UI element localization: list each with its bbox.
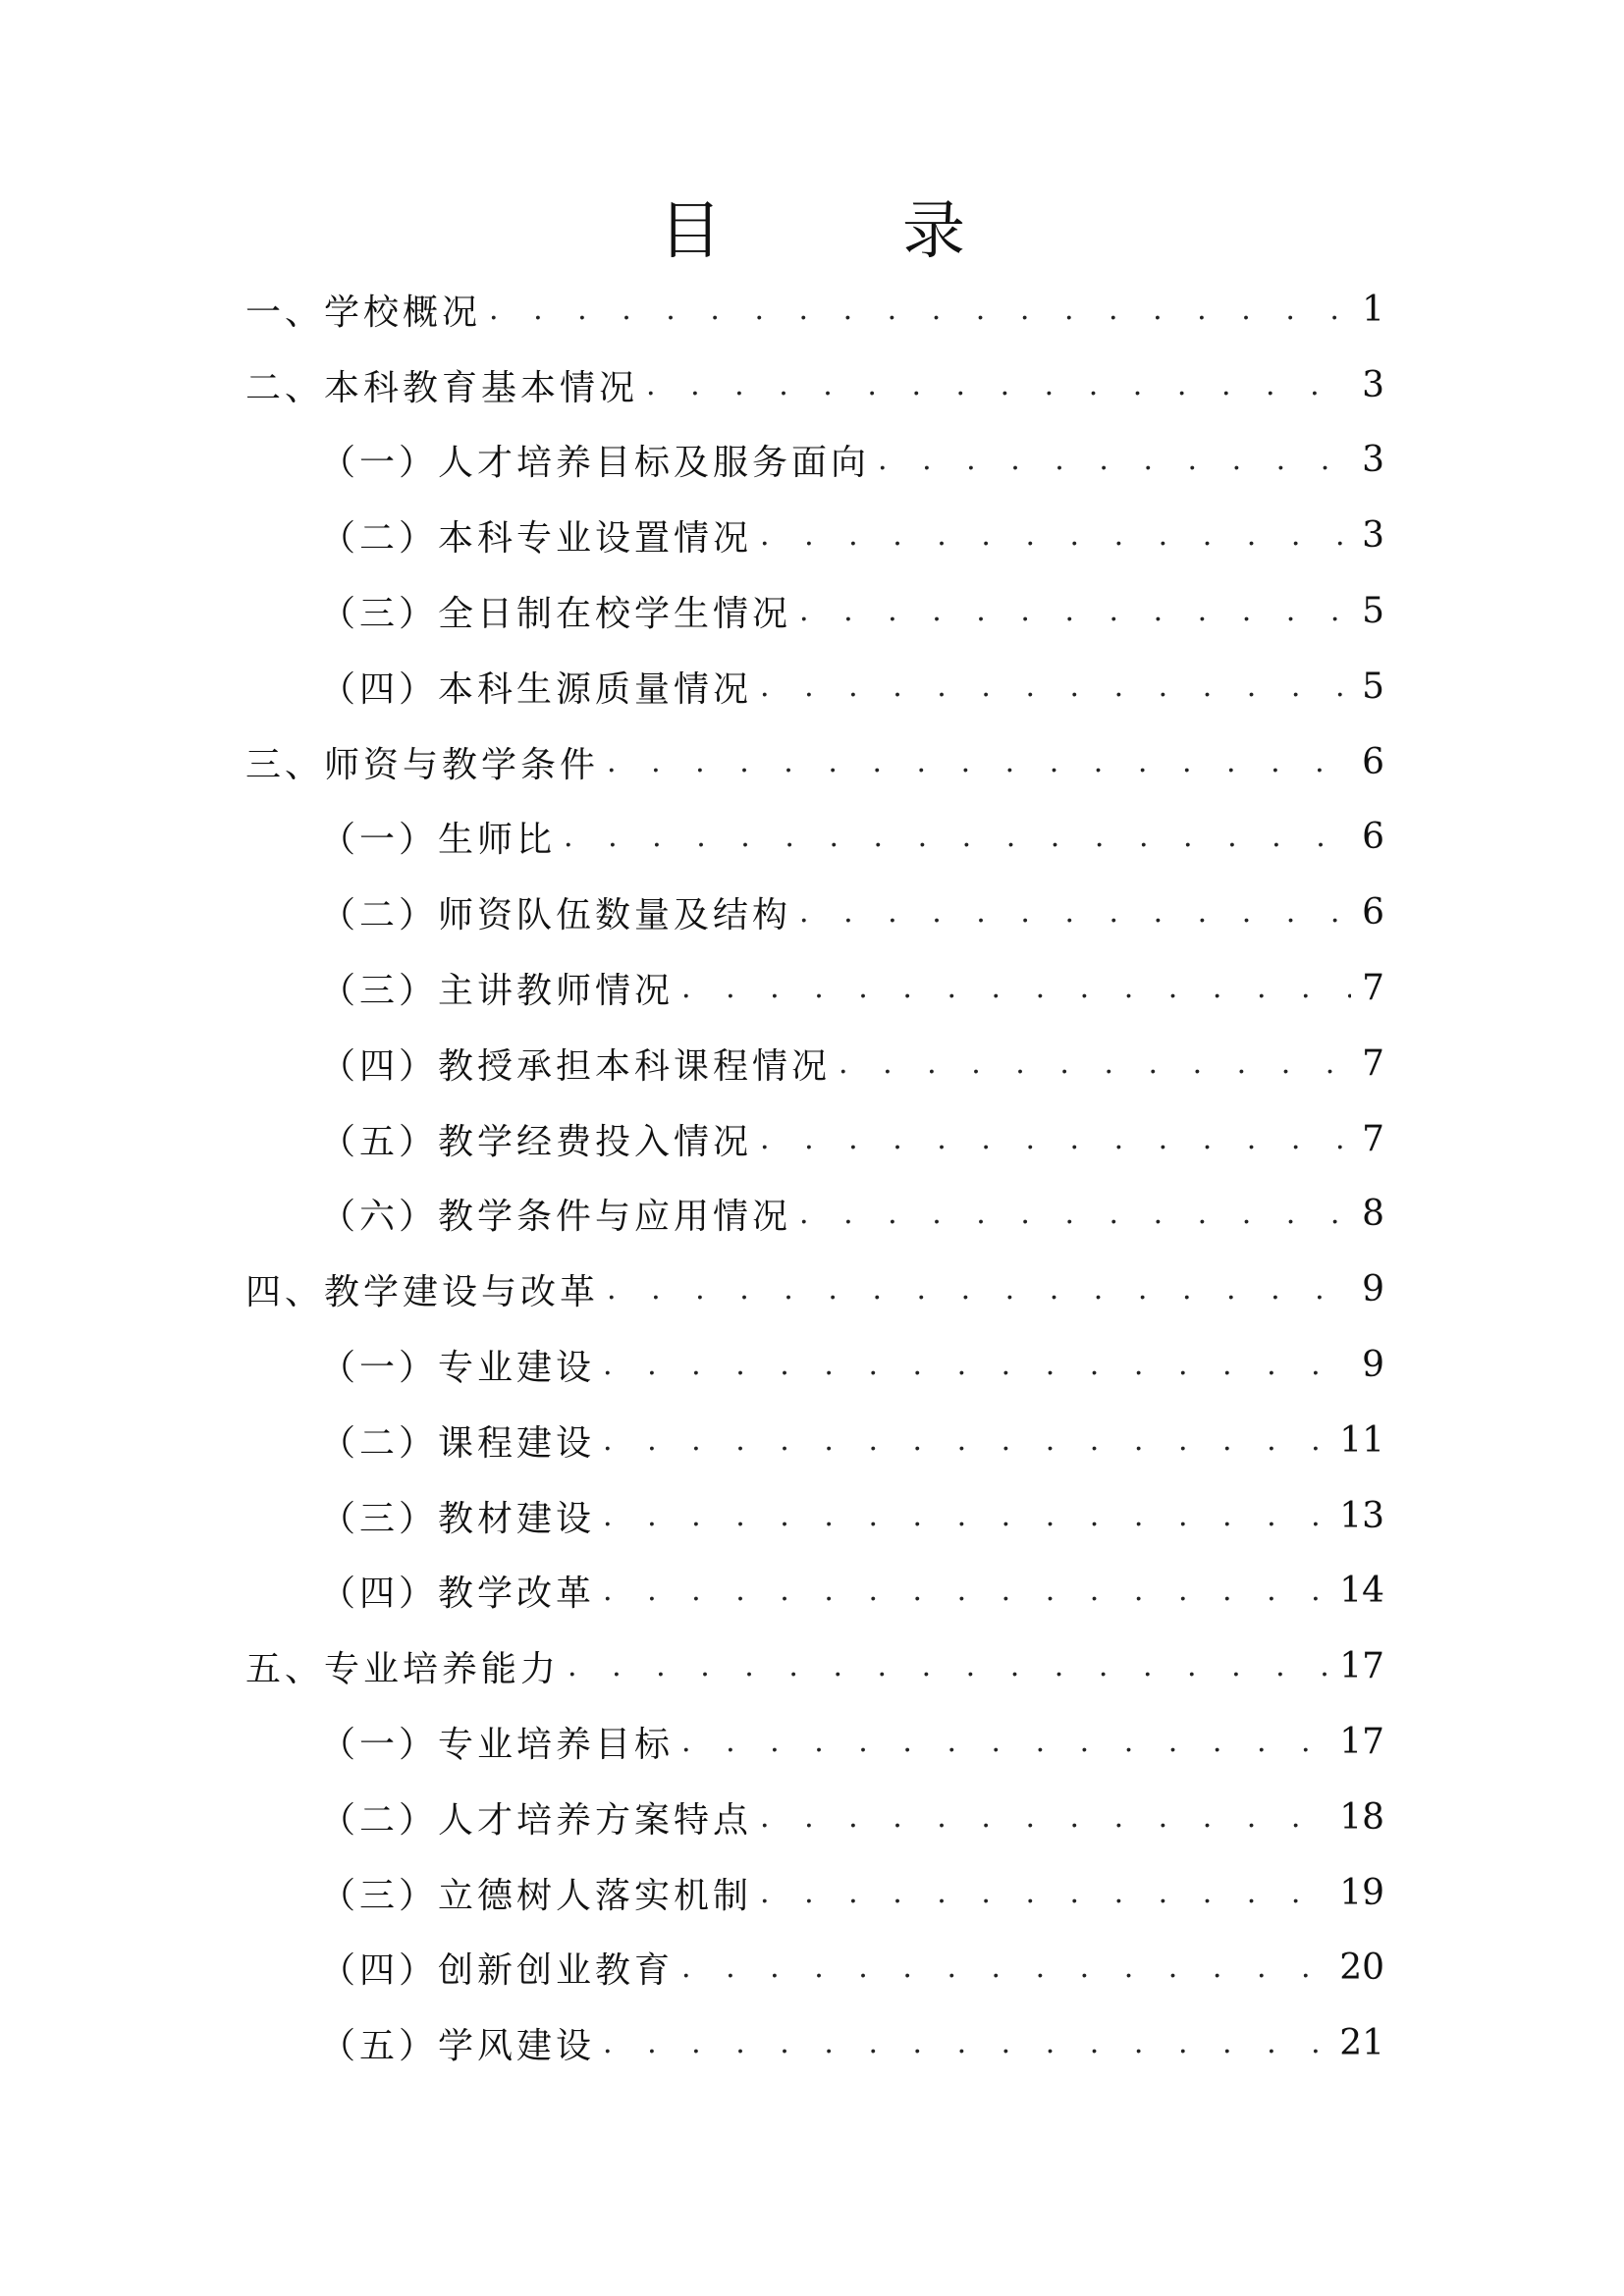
toc-dot-leader <box>681 1950 1333 1985</box>
toc-dot-leader <box>603 1499 1333 1533</box>
toc-subsection-entry[interactable] <box>245 1026 1384 1101</box>
toc-dot-leader <box>681 1725 1333 1759</box>
toc-page-number: 3 <box>1362 515 1384 557</box>
toc-entry-label: （三）立德树人落实机制 <box>320 1875 753 1916</box>
toc-dot-leader <box>603 1423 1333 1458</box>
toc-entry-label: （五）教学经费投入情况 <box>320 1121 753 1162</box>
toc-entry-label: （四）创新创业教育 <box>320 1950 675 1992</box>
toc-subsection-entry[interactable] <box>245 1403 1384 1478</box>
toc-subsection-entry[interactable] <box>245 1704 1384 1780</box>
toc-section-entry[interactable] <box>245 724 1384 800</box>
toc-page-number: 17 <box>1339 1722 1384 1763</box>
toc-subsection-entry[interactable] <box>245 1101 1384 1177</box>
toc-subsection-entry[interactable] <box>245 1855 1384 1931</box>
toc-dot-leader <box>607 745 1351 779</box>
toc-entry-label: （二）人才培养方案特点 <box>320 1799 753 1841</box>
toc-dot-leader <box>799 594 1351 628</box>
toc-page-number: 5 <box>1362 666 1384 707</box>
toc-entry-label: （四）本科生源质量情况 <box>320 668 753 710</box>
toc-entry-label: （二）本科专业设置情况 <box>320 518 753 560</box>
toc-dot-leader <box>760 669 1351 704</box>
toc-entry-label: 一、学校概况 <box>245 292 482 333</box>
toc-page-number: 1 <box>1362 289 1384 330</box>
page-title: 目 录 <box>659 195 1024 268</box>
toc-entry-label: （一）专业培养目标 <box>320 1725 675 1766</box>
toc-subsection-entry[interactable] <box>245 1780 1384 1855</box>
toc-dot-leader <box>568 1649 1333 1683</box>
toc-subsection-entry[interactable] <box>245 1177 1384 1253</box>
toc-entry-label: 三、师资与教学条件 <box>245 744 600 785</box>
toc-subsection-entry[interactable] <box>245 2005 1384 2081</box>
toc-page-number: 17 <box>1339 1646 1384 1687</box>
toc-page-number: 21 <box>1339 2023 1384 2064</box>
toc-entry-label: （一）生师比 <box>320 820 557 861</box>
toc-dot-leader <box>564 820 1351 854</box>
toc-subsection-entry[interactable] <box>245 800 1384 876</box>
toc-dot-leader <box>603 2026 1333 2060</box>
toc-entry-label: （四）教学改革 <box>320 1574 596 1615</box>
toc-entry-label: （二）师资队伍数量及结构 <box>320 895 792 936</box>
toc-entry-label: 四、教学建设与改革 <box>245 1272 600 1313</box>
toc-dot-leader <box>760 1800 1333 1835</box>
toc-subsection-entry[interactable] <box>245 875 1384 950</box>
toc-dot-leader <box>603 1574 1333 1608</box>
table-of-contents <box>245 272 1384 2081</box>
toc-page-number: 5 <box>1362 591 1384 632</box>
toc-entry-label: 二、本科教育基本情况 <box>245 367 639 408</box>
toc-page-number: 11 <box>1339 1419 1384 1461</box>
toc-subsection-entry[interactable] <box>245 649 1384 724</box>
toc-section-entry[interactable] <box>245 272 1384 347</box>
toc-entry-label: （一）专业建设 <box>320 1348 596 1389</box>
toc-page-number: 9 <box>1362 1269 1384 1310</box>
toc-subsection-entry[interactable] <box>245 423 1384 499</box>
toc-page-number: 13 <box>1339 1495 1384 1536</box>
toc-subsection-entry[interactable] <box>245 498 1384 573</box>
toc-entry-label: （五）学风建设 <box>320 2026 596 2067</box>
toc-dot-leader <box>878 443 1351 477</box>
toc-subsection-entry[interactable] <box>245 1327 1384 1403</box>
toc-subsection-entry[interactable] <box>245 1931 1384 2006</box>
toc-page-number: 7 <box>1362 1042 1384 1084</box>
toc-entry-label: （六）教学条件与应用情况 <box>320 1197 792 1238</box>
toc-page-number: 3 <box>1362 364 1384 405</box>
toc-section-entry[interactable] <box>245 347 1384 423</box>
toc-dot-leader <box>760 1122 1351 1156</box>
toc-page-number: 20 <box>1339 1948 1384 1989</box>
toc-entry-label: 五、专业培养能力 <box>245 1649 561 1690</box>
toc-dot-leader <box>799 1197 1351 1231</box>
toc-page-number: 8 <box>1362 1194 1384 1235</box>
toc-page-number: 9 <box>1362 1345 1384 1386</box>
toc-page-number: 7 <box>1362 1118 1384 1159</box>
toc-dot-leader <box>646 368 1351 402</box>
toc-entry-label: （二）课程建设 <box>320 1422 596 1464</box>
toc-page-number: 14 <box>1339 1571 1384 1612</box>
toc-dot-leader <box>603 1348 1351 1382</box>
toc-page-number: 18 <box>1339 1796 1384 1838</box>
toc-entry-label: （三）教材建设 <box>320 1498 596 1539</box>
toc-section-entry[interactable] <box>245 1252 1384 1327</box>
toc-dot-leader <box>799 895 1351 930</box>
toc-entry-label: （四）教授承担本科课程情况 <box>320 1045 832 1087</box>
toc-dot-leader <box>839 1046 1351 1081</box>
toc-page-number: 7 <box>1362 968 1384 1009</box>
toc-section-entry[interactable] <box>245 1629 1384 1704</box>
toc-dot-leader <box>489 293 1351 327</box>
toc-page-number: 6 <box>1362 817 1384 858</box>
toc-subsection-entry[interactable] <box>245 1478 1384 1554</box>
toc-subsection-entry[interactable] <box>245 1554 1384 1629</box>
toc-page-number: 19 <box>1339 1872 1384 1913</box>
toc-dot-leader <box>760 518 1351 553</box>
toc-page-number: 6 <box>1362 741 1384 782</box>
toc-subsection-entry[interactable] <box>245 950 1384 1026</box>
toc-page-number: 6 <box>1362 892 1384 934</box>
toc-page-number: 3 <box>1362 440 1384 481</box>
toc-dot-leader <box>681 971 1351 1005</box>
toc-entry-label: （三）主讲教师情况 <box>320 971 675 1012</box>
toc-entry-label: （一）人才培养目标及服务面向 <box>320 443 871 484</box>
toc-dot-leader <box>760 1876 1333 1910</box>
toc-entry-label: （三）全日制在校学生情况 <box>320 594 792 635</box>
toc-subsection-entry[interactable] <box>245 573 1384 649</box>
toc-dot-leader <box>607 1272 1351 1307</box>
